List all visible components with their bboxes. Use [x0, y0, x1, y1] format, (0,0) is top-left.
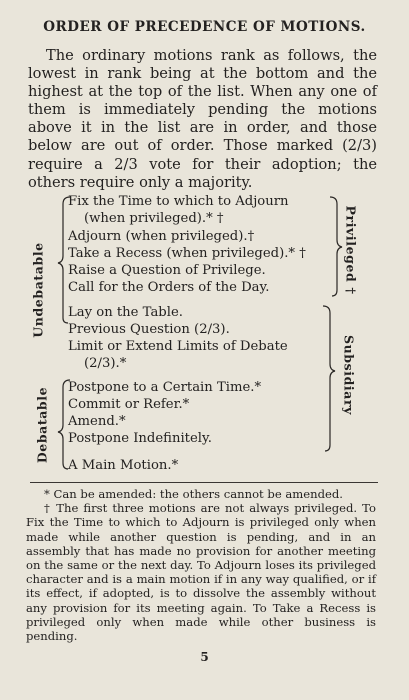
privileged-label: Privileged † — [343, 205, 359, 295]
subsidiary-label: Subsidiary — [341, 334, 357, 416]
undebatable-label: Undebatable — [30, 242, 46, 338]
motion-fix-time-cont: (when privileged).* † — [84, 211, 224, 226]
footnote-amendable: * Can be amended: the others cannot be amended. — [44, 487, 343, 501]
motion-privilege: Raise a Question of Privilege. — [68, 263, 266, 278]
footnotes — [26, 487, 376, 643]
page-title: ORDER OF PRECEDENCE OF MOTIONS. — [43, 19, 366, 35]
footnote-privilege: † The first three motions are not always privileged. To Fix the Time to which to Adjourn is privileged only when made while another question is pending, and in an assembly that has made no provision for another meeting on the same or the next day. To Adjourn loses its privileged character and is a main motion if in any way qualified, or if its effect, if adopted, is to dissolve the assembly without any provision for its meeting again. To Take a Recess is privileged only when made while other business is pending. — [26, 501, 376, 644]
motion-lay-on-table: Lay on the Table. — [68, 305, 183, 320]
motion-previous-question: Previous Question (2/3). — [68, 322, 230, 337]
motion-commit: Commit or Refer.* — [68, 397, 190, 412]
footnote-divider — [30, 482, 378, 483]
subsidiary-brace — [323, 306, 335, 451]
motion-postpone-certain: Postpone to a Certain Time.* — [68, 380, 262, 395]
motion-recess: Take a Recess (when privileged).* † — [68, 246, 306, 261]
motion-fix-time: Fix the Time to which to Adjourn — [68, 194, 289, 209]
privileged-brace — [330, 197, 342, 296]
motion-orders-of-day: Call for the Orders of the Day. — [68, 280, 270, 295]
motion-limit-debate-cont: (2/3).* — [84, 356, 127, 371]
motion-main: A Main Motion.* — [68, 458, 179, 473]
motion-amend: Amend.* — [68, 414, 126, 429]
debatable-label: Debatable — [34, 386, 50, 464]
motion-adjourn: Adjourn (when privileged).† — [68, 229, 255, 244]
page-number: 5 — [200, 650, 209, 664]
intro-text: The ordinary motions rank as follows, the lowest in rank being at the bottom and the highest at the top of the list. When any one of them is immediately pending the motions above it in the list are in order, and those below are out of order. Those marked (2/3) require a 2/3 vote for their adoption; the others require only a majority. — [28, 47, 377, 191]
motion-limit-debate: Limit or Extend Limits of Debate — [68, 339, 288, 354]
motion-postpone-indefinitely: Postpone Indefinitely. — [68, 431, 212, 446]
